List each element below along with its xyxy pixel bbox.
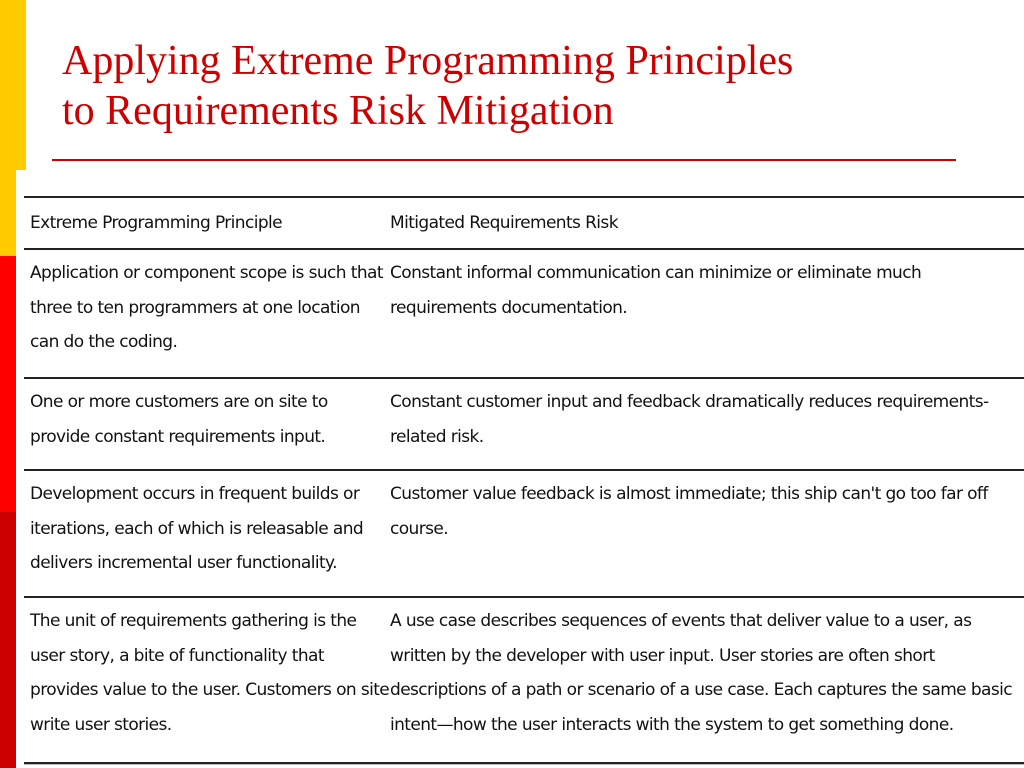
principles-table [24, 196, 1024, 764]
column-header-risk: Mitigated Requirements Risk [390, 213, 618, 233]
slide-title [62, 36, 962, 136]
principle-cell: The unit of requirements gathering is the user story, a bite of functionality that provides value to the user. Customers on site write user stories. [30, 611, 390, 735]
column-header-principle: Extreme Programming Principle [30, 213, 283, 233]
principle-cell: Application or component scope is such that three to ten programmers at one location can do the coding. [30, 263, 383, 352]
risk-cell: A use case describes sequences of events that deliver value to a user, as written by the developer with user input. User stories are often short descriptions of a path or scenario of a use case. Each captures the same basic intent—how the user interacts with the system to get something done. [390, 611, 1012, 735]
table-row [24, 248, 1024, 377]
principle-cell: Development occurs in frequent builds or iterations, each of which is releasable and delivers incremental user functionality. [30, 484, 364, 573]
risk-cell: Constant customer input and feedback dramatically reduces requirements-related risk. [390, 392, 989, 447]
slide-title-line-1: Applying Extreme Programming Principles [62, 38, 794, 84]
risk-cell: Customer value feedback is almost immediate; this ship can't go too far off course. [390, 484, 988, 539]
slide-title-line-2: to Requirements Risk Mitigation [62, 88, 614, 134]
table-row [24, 469, 1024, 596]
principle-cell: One or more customers are on site to provide constant requirements input. [30, 392, 328, 447]
table-row [24, 596, 1024, 764]
table-row [24, 377, 1024, 469]
risk-cell: Constant informal communication can minimize or eliminate much requirements documentation. [390, 263, 922, 318]
title-underline [52, 159, 956, 161]
table-header-row [24, 196, 1024, 248]
